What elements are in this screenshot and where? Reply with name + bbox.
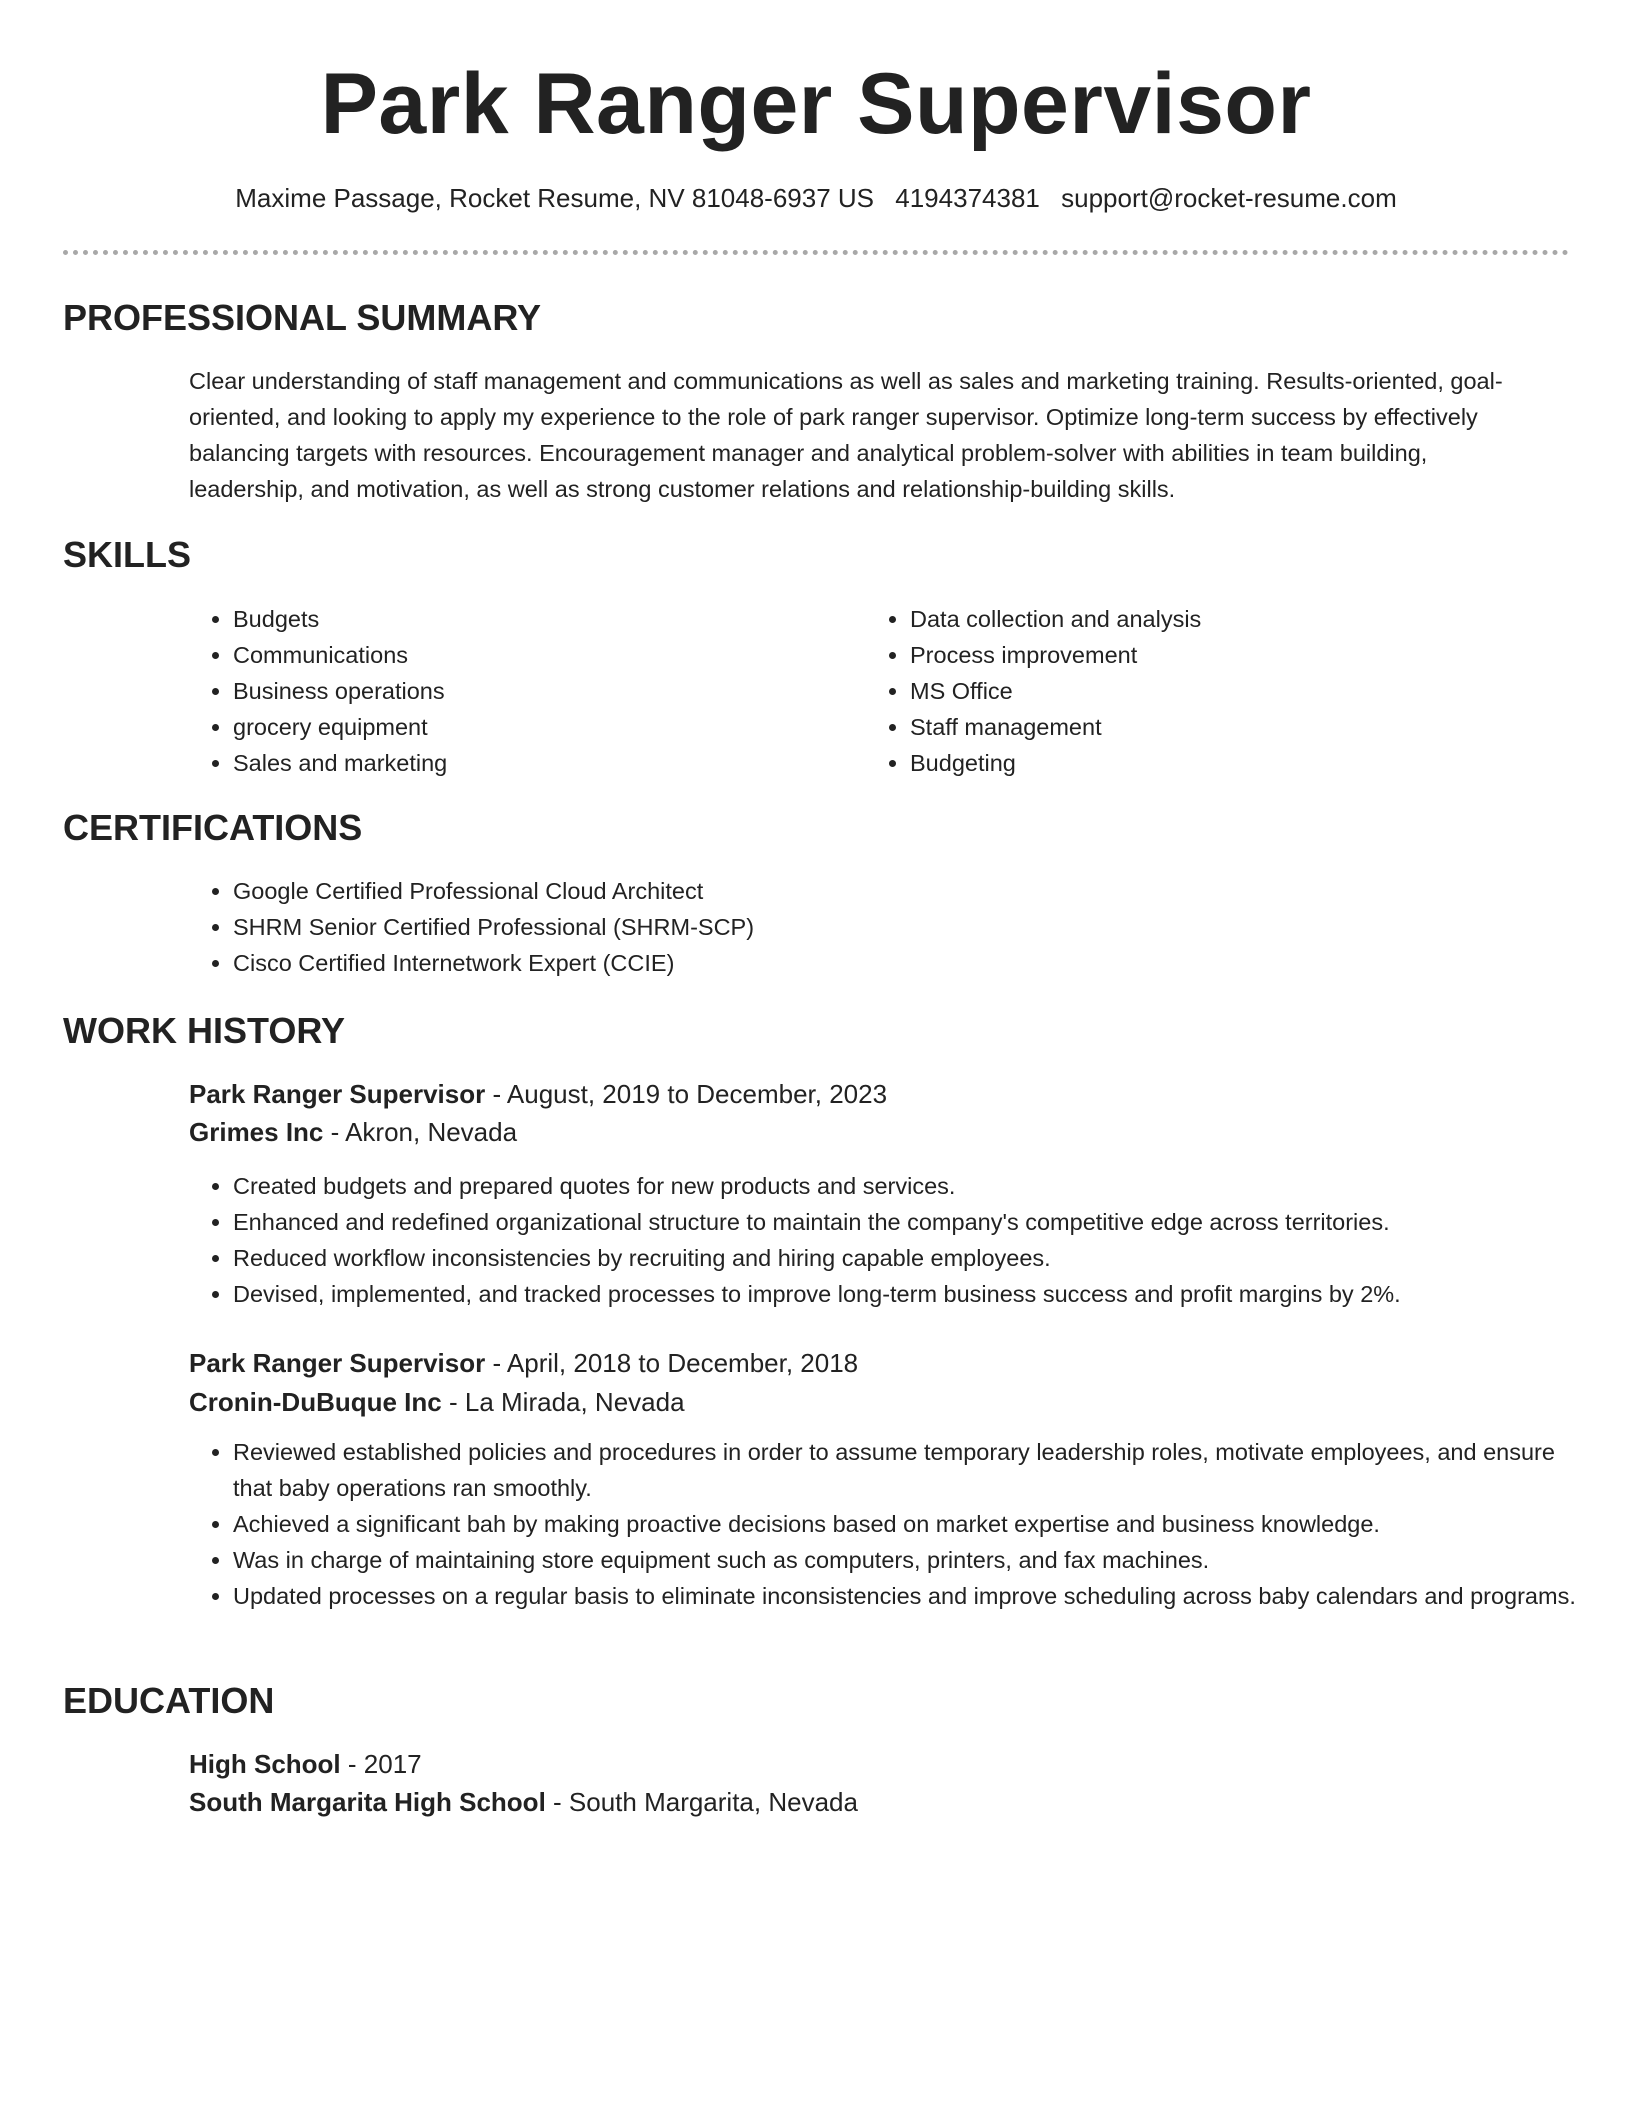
- skill-item: • MS Office: [910, 673, 1570, 709]
- work-history-heading: WORK HISTORY: [63, 1010, 346, 1051]
- skill-item: • Data collection and analysis: [910, 601, 1570, 637]
- skill-item: • Budgeting: [910, 745, 1570, 781]
- job-company: Cronin-DuBuque Inc: [189, 1387, 442, 1417]
- job-location: - Akron, Nevada: [323, 1117, 518, 1147]
- certification-item: • SHRM Senior Certified Professional (SHRM-SCP): [233, 909, 1533, 945]
- header-divider: [63, 250, 1569, 255]
- job-bullet: • Reviewed established policies and procedures in order to assume temporary leadership roles, motivate employees, and ensure that baby operations ran smoothly.: [233, 1434, 1593, 1506]
- education-degree-line: [189, 1745, 422, 1783]
- certifications-list: [189, 873, 1533, 981]
- skills-list-right: [866, 601, 1570, 781]
- job-title-line: [189, 1075, 887, 1113]
- contact-address: Maxime Passage, Rocket Resume, NV 81048-6937 US: [235, 183, 875, 213]
- education-school: South Margarita High School: [189, 1787, 546, 1817]
- education-school-line: [189, 1783, 858, 1821]
- job-role: Park Ranger Supervisor: [189, 1348, 486, 1378]
- education-location: - South Margarita, Nevada: [545, 1787, 858, 1817]
- job-bullets: [189, 1434, 1593, 1614]
- job-bullets: [189, 1168, 1593, 1312]
- job-company-line: [189, 1383, 685, 1421]
- job-company-line: [189, 1113, 517, 1151]
- job-dates: - April, 2018 to December, 2018: [485, 1348, 859, 1378]
- education-degree: High School: [189, 1749, 341, 1779]
- skill-item: • Budgets: [233, 601, 853, 637]
- certifications-heading: CERTIFICATIONS: [63, 807, 363, 848]
- job-role: Park Ranger Supervisor: [189, 1079, 486, 1109]
- job-title-line: [189, 1344, 858, 1382]
- resume-name: Park Ranger Supervisor: [320, 56, 1312, 152]
- skills-heading: SKILLS: [63, 534, 192, 575]
- job-bullet: • Achieved a significant bah by making proactive decisions based on market expertise and business knowledge.: [233, 1506, 1593, 1542]
- contact-phone: 4194374381: [895, 183, 1040, 213]
- job-bullet: • Created budgets and prepared quotes for new products and services.: [233, 1168, 1593, 1204]
- skill-item: • grocery equipment: [233, 709, 853, 745]
- certification-item: • Google Certified Professional Cloud Architect: [233, 873, 1533, 909]
- skill-item: • Process improvement: [910, 637, 1570, 673]
- job-bullet: • Devised, implemented, and tracked processes to improve long-term business success and profit margins by 2%.: [233, 1276, 1593, 1312]
- contact-email: support@rocket-resume.com: [1061, 183, 1397, 213]
- contact-line: [0, 180, 1632, 216]
- job-dates: - August, 2019 to December, 2023: [485, 1079, 888, 1109]
- summary-heading: PROFESSIONAL SUMMARY: [63, 297, 542, 338]
- skill-item: • Sales and marketing: [233, 745, 853, 781]
- job-location: - La Mirada, Nevada: [441, 1387, 685, 1417]
- job-company: Grimes Inc: [189, 1117, 324, 1147]
- skills-list-left: [189, 601, 853, 781]
- skill-item: • Staff management: [910, 709, 1570, 745]
- education-year: - 2017: [340, 1749, 422, 1779]
- summary-text: Clear understanding of staff management and communications as well as sales and marketing training. Results-oriented, goal-oriented, and looking to apply my experience to the role of park ranger supervisor. Optimize long-term success by effectively balancing targets with resources. Encouragement manager and analytical problem-solver with abilities in team building, leadership, and motivation, as well as strong customer relations and relationship-building skills.: [189, 368, 1503, 502]
- job-bullet: • Updated processes on a regular basis to eliminate inconsistencies and improve scheduling across baby calendars and programs.: [233, 1578, 1593, 1614]
- job-bullet: • Enhanced and redefined organizational structure to maintain the company's competitive edge across territories.: [233, 1204, 1593, 1240]
- skill-item: • Business operations: [233, 673, 853, 709]
- job-bullet: • Was in charge of maintaining store equipment such as computers, printers, and fax machines.: [233, 1542, 1593, 1578]
- certification-item: • Cisco Certified Internetwork Expert (CCIE): [233, 945, 1533, 981]
- education-heading: EDUCATION: [63, 1680, 275, 1721]
- job-bullet: • Reduced workflow inconsistencies by recruiting and hiring capable employees.: [233, 1240, 1593, 1276]
- skill-item: • Communications: [233, 637, 853, 673]
